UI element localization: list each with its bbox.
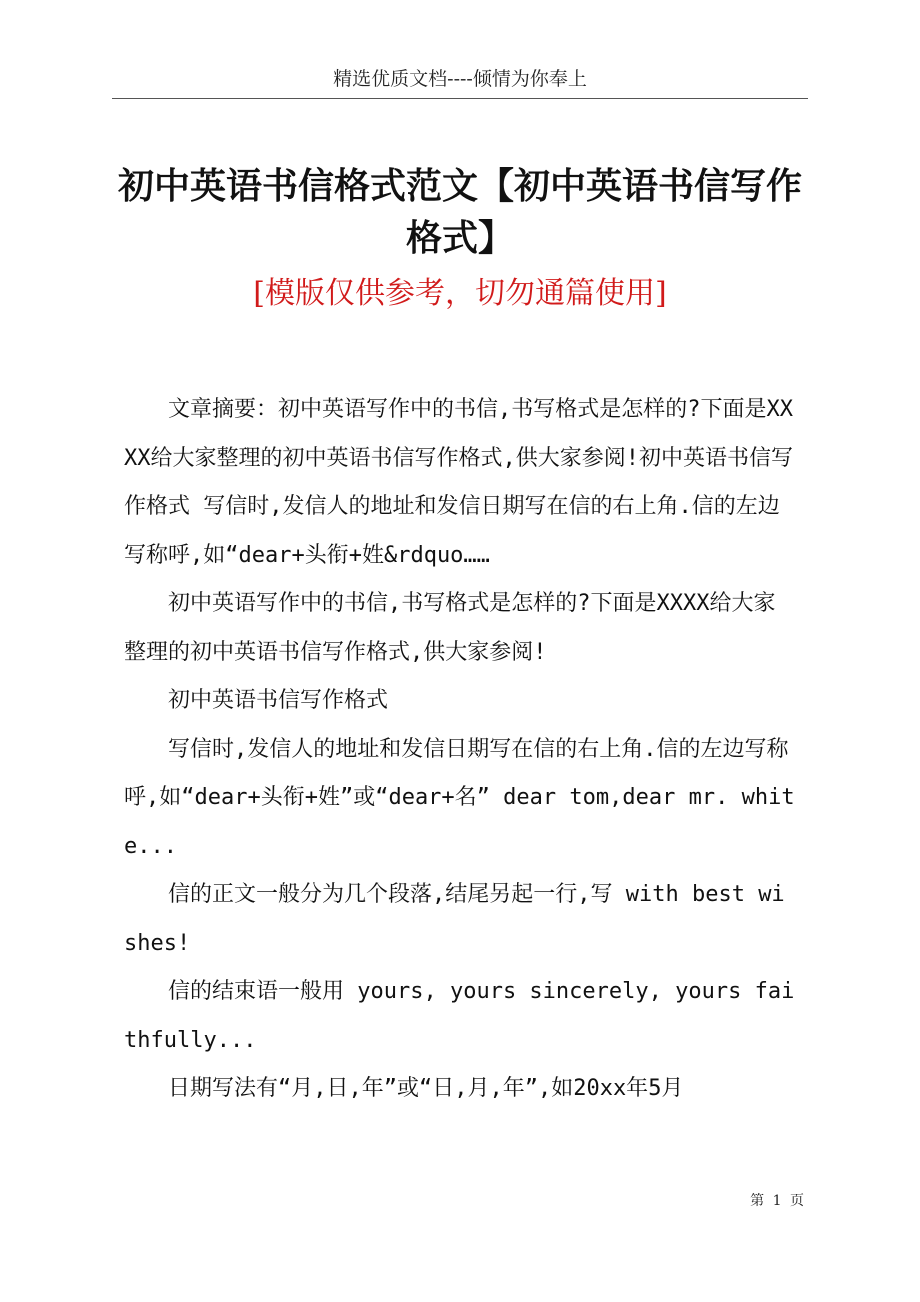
page-header	[112, 66, 808, 99]
document-title: 初中英语书信格式范文【初中英语书信写作格式】	[117, 165, 802, 259]
paragraph-body: 信的正文一般分为几个段落,结尾另起一行,写 with best wishes!	[124, 882, 785, 956]
paragraph-intro: 初中英语写作中的书信,书写格式是怎样的?下面是XXXX给大家整理的初中英语书信写作格式,供大家参阅!	[124, 591, 776, 665]
page-number: 1	[772, 1193, 782, 1209]
page-prefix: 第	[750, 1193, 765, 1209]
page-footer	[748, 1190, 806, 1210]
template-notice: [模版仅供参考，切勿通篇使用]	[253, 276, 667, 311]
paragraph-date: 日期写法有“月,日,年”或“日,月,年”,如20xx年5月	[168, 1076, 684, 1101]
document-body	[124, 386, 796, 1114]
header-text: 精选优质文档----倾情为你奉上	[333, 68, 587, 90]
paragraph-heading: 初中英语书信写作格式	[168, 688, 389, 713]
paragraph-salutation: 写信时,发信人的地址和发信日期写在信的右上角.信的左边写称呼,如“dear+头衔+姓”或“dear+名” dear tom,dear mr. white...	[124, 736, 795, 859]
paragraph-closing: 信的结束语一般用 yours, yours sincerely, yours faithfully...	[124, 979, 795, 1053]
page-suffix: 页	[790, 1193, 804, 1209]
paragraph-abstract: 文章摘要：初中英语写作中的书信,书写格式是怎样的?下面是XXXX给大家整理的初中英语书信写作格式,供大家参阅!初中英语书信写作格式 写信时,发信人的地址和发信日期写在信的右上角.信的左边写称呼,如“dear+头衔+姓&rdquo……	[124, 397, 793, 568]
